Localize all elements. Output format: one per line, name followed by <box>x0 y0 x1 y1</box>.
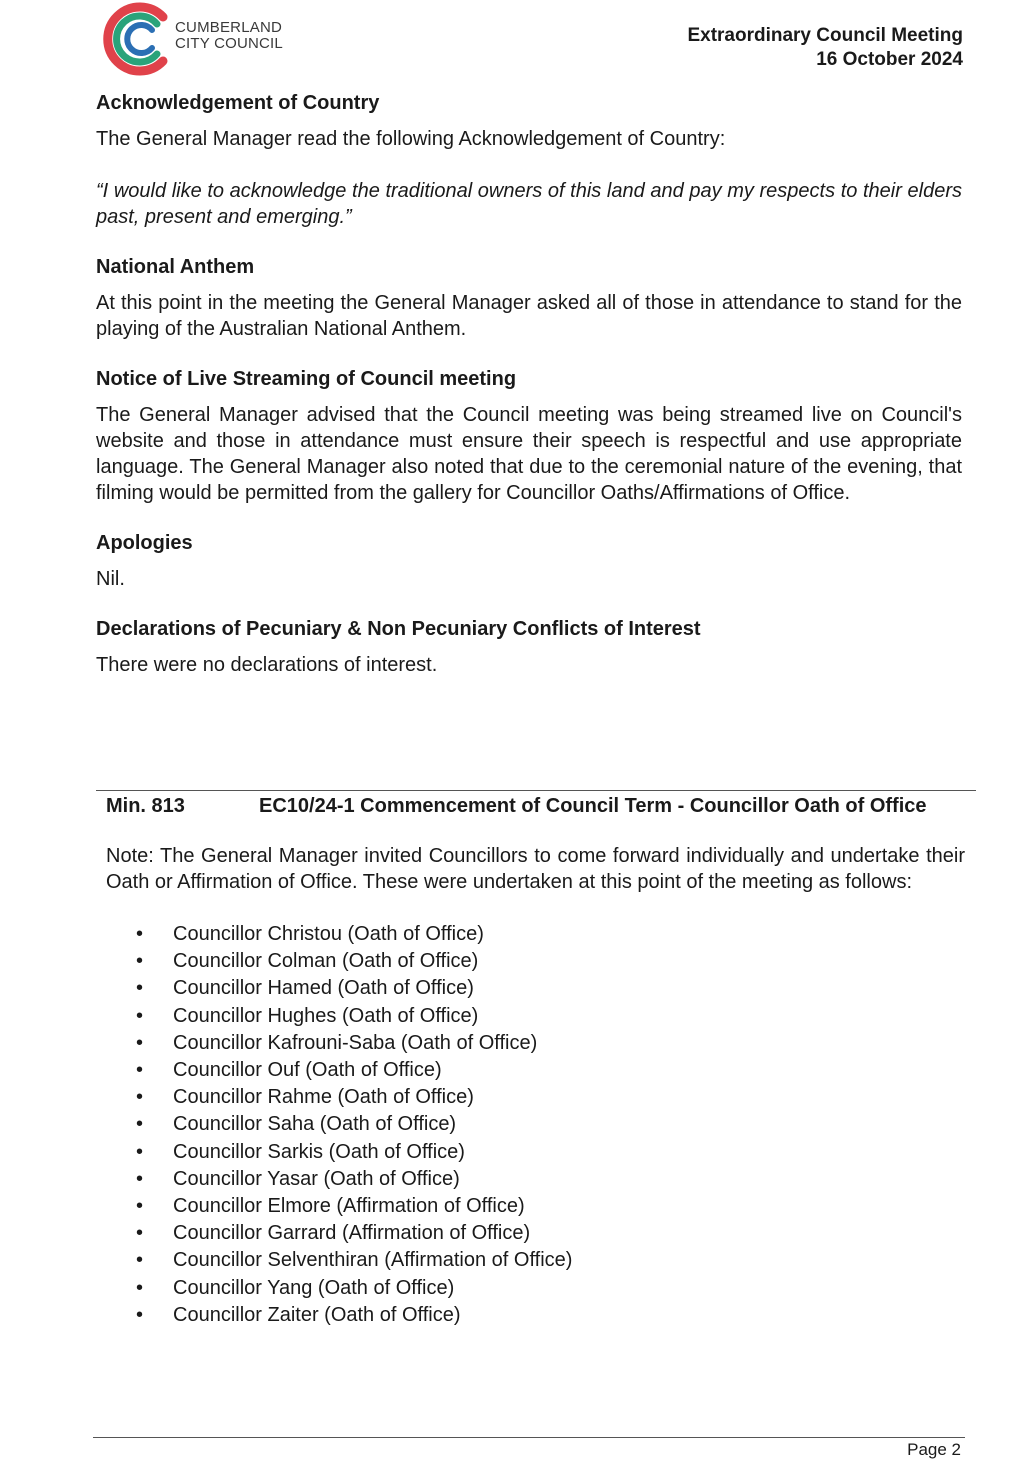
section-live-streaming <box>96 366 962 506</box>
meeting-title: Extraordinary Council Meeting <box>687 25 963 46</box>
section-heading: Acknowledgement of Country <box>96 92 380 114</box>
document-body <box>96 90 962 702</box>
meeting-header <box>687 24 963 72</box>
council-logo <box>97 0 307 78</box>
list-item: • Councillor Yasar (Oath of Office) <box>96 1166 976 1193</box>
list-item: • Councillor Selventhiran (Affirmation of Office) <box>96 1247 976 1274</box>
council-name-line1: CUMBERLAND <box>175 19 283 36</box>
section-heading: National Anthem <box>96 256 255 278</box>
section-text: Nil. <box>96 568 125 590</box>
minute-block <box>96 790 976 1329</box>
section-text: There were no declarations of interest. <box>96 654 438 676</box>
section-heading: Notice of Live Streaming of Council meeting <box>96 368 517 390</box>
minute-title: EC10/24-1 Commencement of Council Term - Councillor Oath of Office <box>259 795 927 817</box>
acknowledgement-quote: “I would like to acknowledge the traditional owners of this land and pay my respects to their elders past, present and emerging.” <box>96 180 962 228</box>
minute-note: Note: The General Manager invited Councillors to come forward individually and undertake their Oath or Affirmation of Office. These were undertaken at this point of the meeting as follows: <box>106 845 965 893</box>
list-item: • Councillor Elmore (Affirmation of Office) <box>96 1193 976 1220</box>
section-text: At this point in the meeting the General Manager asked all of those in attendance to stand for the playing of the Australian National Anthem. <box>96 292 962 340</box>
list-item: • Councillor Hughes (Oath of Office) <box>96 1003 976 1030</box>
council-name-line2: CITY COUNCIL <box>175 35 283 52</box>
section-text: The General Manager read the following Acknowledgement of Country: <box>96 128 726 150</box>
list-item: • Councillor Hamed (Oath of Office) <box>96 975 976 1002</box>
list-item: • Councillor Yang (Oath of Office) <box>96 1275 976 1302</box>
list-item: • Councillor Kafrouni-Saba (Oath of Office) <box>96 1030 976 1057</box>
section-text: The General Manager advised that the Council meeting was being streamed live on Council's website and those in attendance must ensure their speech is respectful and use appropriate language. The General Manager also noted that due to the ceremonial nature of the evening, that filming would be permitted from the gallery for Councillor Oaths/Affirmations of Office. <box>96 404 962 504</box>
list-item: • Councillor Garrard (Affirmation of Office) <box>96 1220 976 1247</box>
minute-header <box>96 791 976 819</box>
councillor-list <box>96 921 976 1329</box>
list-item: • Councillor Ouf (Oath of Office) <box>96 1057 976 1084</box>
list-item: • Councillor Christou (Oath of Office) <box>96 921 976 948</box>
minute-number: Min. 813 <box>106 795 185 817</box>
page-number: Page 2 <box>907 1440 961 1459</box>
section-declarations <box>96 616 962 678</box>
list-item: • Councillor Sarkis (Oath of Office) <box>96 1139 976 1166</box>
section-acknowledgement <box>96 90 962 230</box>
council-name <box>175 20 283 52</box>
section-apologies <box>96 530 962 592</box>
section-heading: Declarations of Pecuniary & Non Pecuniary Conflicts of Interest <box>96 618 701 640</box>
council-logo-icon <box>97 0 173 78</box>
list-item: • Councillor Zaiter (Oath of Office) <box>96 1302 976 1329</box>
meeting-date: 16 October 2024 <box>816 49 963 70</box>
list-item: • Councillor Saha (Oath of Office) <box>96 1111 976 1138</box>
section-anthem <box>96 254 962 342</box>
section-heading: Apologies <box>96 532 193 554</box>
footer-divider <box>93 1437 965 1438</box>
list-item: • Councillor Rahme (Oath of Office) <box>96 1084 976 1111</box>
list-item: • Councillor Colman (Oath of Office) <box>96 948 976 975</box>
